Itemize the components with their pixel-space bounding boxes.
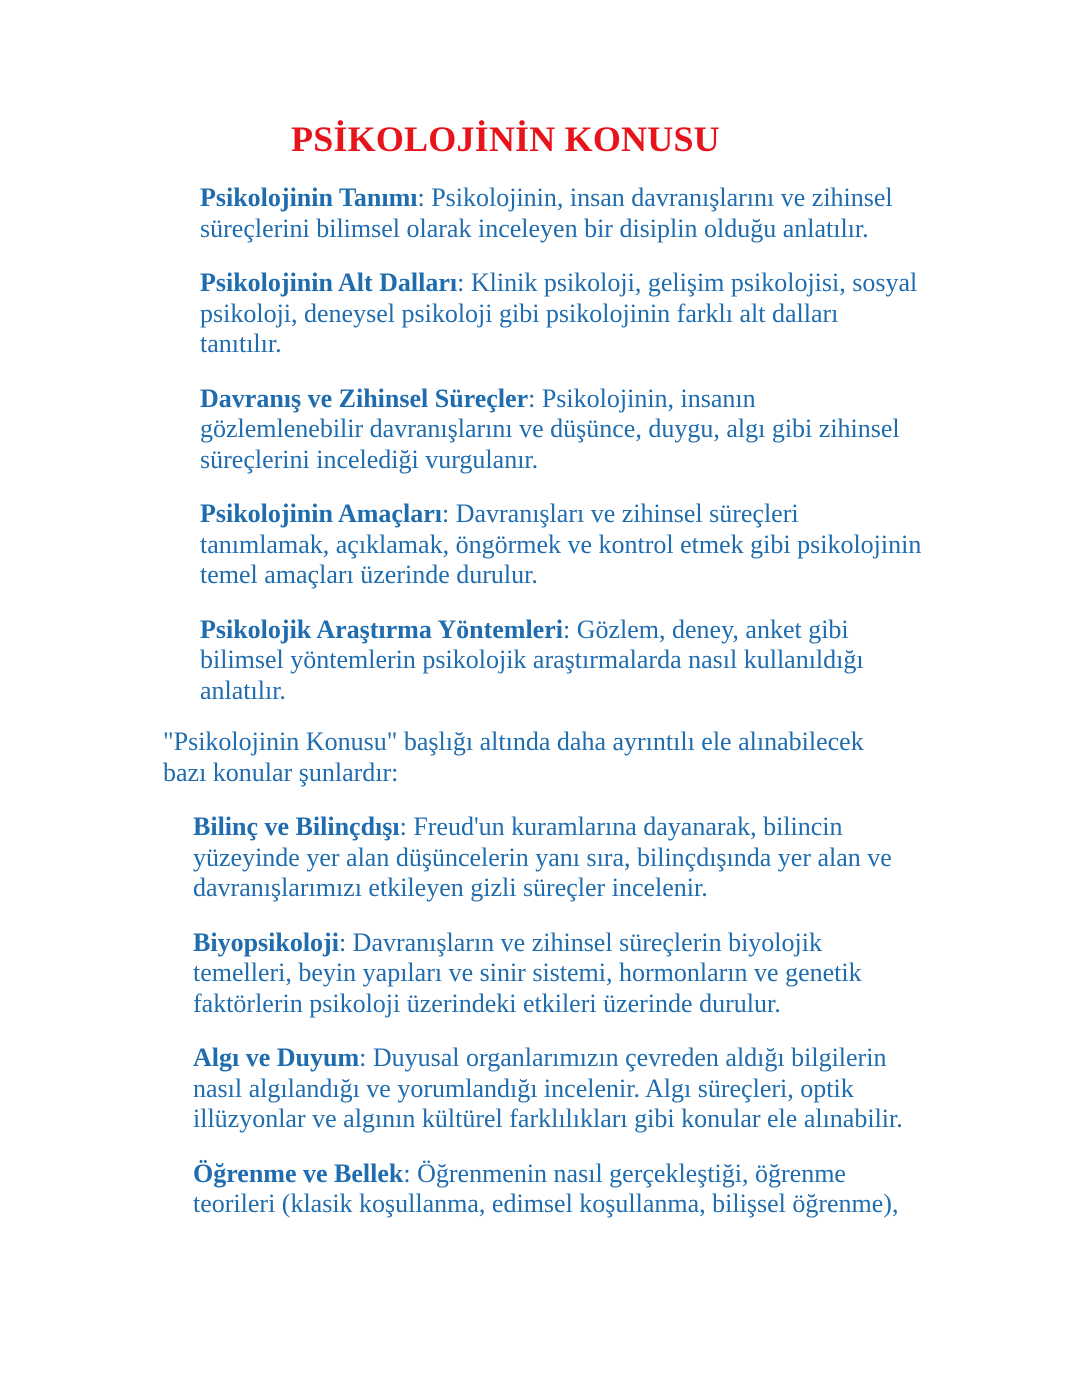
subtopic-list (193, 812, 923, 1244)
list-item (193, 812, 923, 904)
item-text: : Psikolojinin, insan davranışlarını ve zihinsel süreçlerini bilimsel olarak inceleyen bir disiplin olduğu anlatılır. (200, 183, 893, 243)
item-label: Algı ve Duyum (193, 1043, 360, 1072)
page-title: PSİKOLOJİNİN KONUSU (291, 119, 720, 159)
item-label: Davranış ve Zihinsel Süreçler (200, 383, 529, 413)
list-item (193, 1043, 923, 1135)
list-item (200, 384, 925, 476)
item-label: Psikolojinin Tanımı (200, 183, 418, 212)
list-item (200, 615, 925, 707)
item-label: Psikolojinin Alt Dalları (200, 268, 458, 297)
item-text: : Psikolojinin, insanın gözlemlenebilir davranışlarını ve düşünce, duygu, algı gibi zihinsel süreçlerini incelediği vurgulanır. (200, 383, 900, 474)
topic-list (200, 183, 925, 730)
item-label: Psikolojik Araştırma Yöntemleri (200, 614, 563, 644)
item-text: : Davranışları ve zihinsel süreçleri tanımlamak, açıklamak, öngörmek ve kontrol etmek gibi psikolojinin temel amaçları üzerinde durulur. (200, 499, 922, 589)
item-text: : Klinik psikoloji, gelişim psikolojisi, sosyal psikoloji, deneysel psikoloji gibi psikolojinin farklı alt dalları tanıtılır. (200, 268, 918, 358)
list-item (200, 268, 925, 360)
item-label: Biyopsikoloji (193, 927, 339, 957)
item-text: : Duyusal organlarımızın çevreden aldığı bilgilerin nasıl algılandığı ve yorumlandığı incelenir. Algı süreçleri, optik illüzyonlar ve algının kültürel farklılıkları gibi konular ele alınabilir. (193, 1043, 903, 1133)
item-text: : Öğrenmenin nasıl gerçekleştiği, öğrenme teorileri (klasik koşullanma, edimsel koşullanma, bilişsel öğrenme), (193, 1158, 899, 1218)
item-label: Bilinç ve Bilinçdışı (193, 812, 400, 841)
item-label: Öğrenme ve Bellek (193, 1158, 404, 1188)
item-label: Psikolojinin Amaçları (200, 499, 442, 528)
list-item (193, 928, 923, 1020)
item-text: : Freud'un kuramlarına dayanarak, bilincin yüzeyinde yer alan düşüncelerin yanı sıra, bilinçdışında yer alan ve davranışlarımızı etkileyen gizli süreçler incelenir. (193, 812, 892, 902)
list-item (200, 499, 925, 591)
list-item (200, 183, 925, 244)
item-text: : Davranışların ve zihinsel süreçlerin biyolojik temelleri, beyin yapıları ve sinir sistemi, hormonların ve genetik faktörlerin psikoloji üzerindeki etkileri üzerinde durulur. (193, 927, 862, 1018)
item-text: : Gözlem, deney, anket gibi bilimsel yöntemlerin psikolojik araştırmalarda nasıl kullanıldığı anlatılır. (200, 614, 864, 705)
intro-paragraph: "Psikolojinin Konusu" başlığı altında daha ayrıntılı ele alınabilecek bazı konular şunlardır: (163, 727, 864, 787)
list-item (193, 1159, 923, 1220)
